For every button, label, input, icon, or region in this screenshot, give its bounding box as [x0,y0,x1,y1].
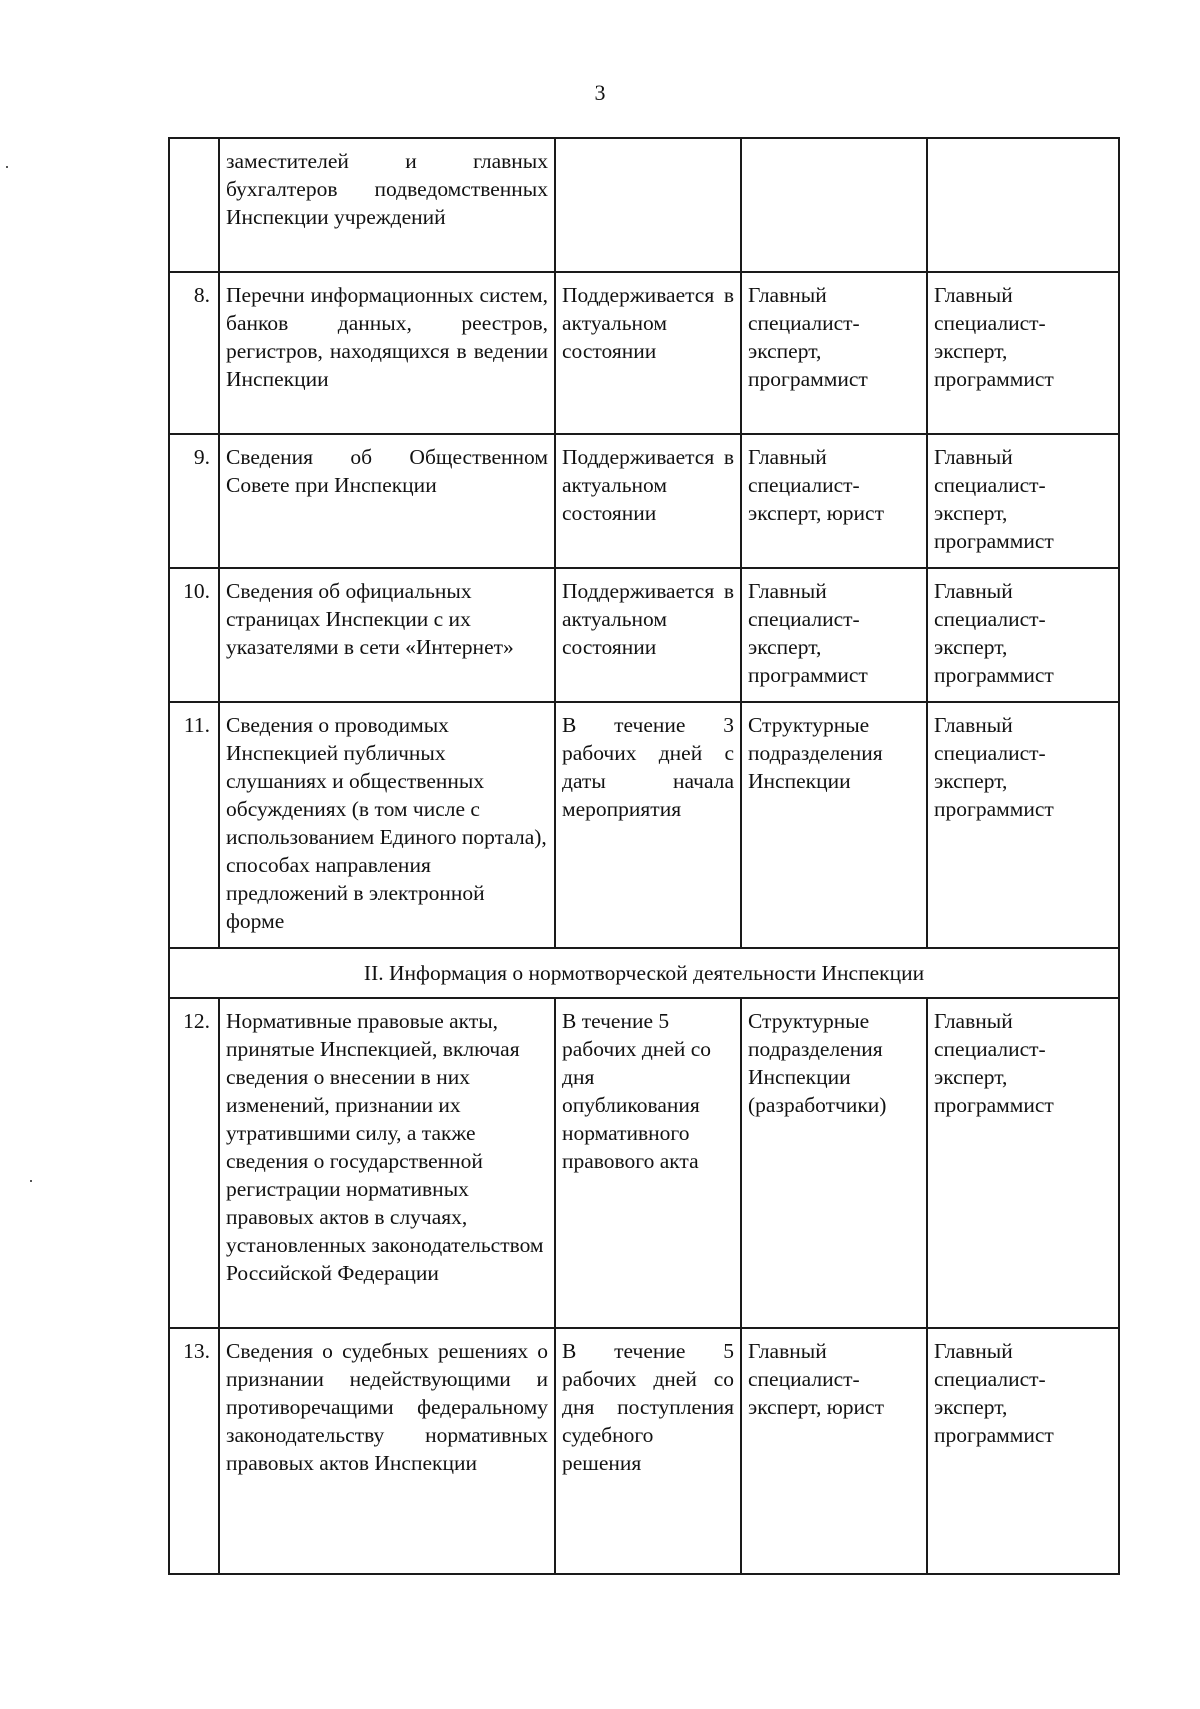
row-number: 10. [169,568,219,702]
control-cell: Главный специалист-эксперт, программист [927,272,1119,434]
info-name-cell: Сведения о проводимых Инспекцией публичных слушаниях и общественных обсуждениях (в том числе с использованием Единого портала), способах направления предложений в электронной форме [219,702,555,948]
term-cell: Поддерживается в актуальном состоянии [555,568,741,702]
responsible-cell: Главный специалист-эксперт, программист [741,272,927,434]
row-number: 9. [169,434,219,568]
term-cell: Поддерживается в актуальном состоянии [555,434,741,568]
info-name-cell: Сведения о судебных решениях о признании недействующими и противоречащими федеральному законодательству нормативных правовых актов Инспекции [219,1328,555,1574]
table-row [169,1328,1119,1574]
row-number: 11. [169,702,219,948]
table-row [169,272,1119,434]
responsible-cell: Структурные подразделения Инспекции (разработчики) [741,998,927,1328]
term-cell: Поддерживается в актуальном состоянии [555,272,741,434]
control-cell: Главный специалист-эксперт, программист [927,1328,1119,1574]
table-row [169,138,1119,272]
row-number [169,138,219,272]
responsible-cell [741,138,927,272]
scan-speck [6,166,8,168]
control-cell: Главный специалист-эксперт, программист [927,998,1119,1328]
row-number: 13. [169,1328,219,1574]
info-name-cell: Сведения об официальных страницах Инспекции с их указателями в сети «Интернет» [219,568,555,702]
term-cell [555,138,741,272]
control-cell [927,138,1119,272]
row-number: 12. [169,998,219,1328]
section-heading: II. Информация о нормотворческой деятельности Инспекции [169,948,1119,998]
row-number: 8. [169,272,219,434]
responsible-cell: Структурные подразделения Инспекции [741,702,927,948]
term-cell: В течение 5 рабочих дней со дня опубликования нормативного правового акта [555,998,741,1328]
information-table [168,137,1120,1575]
table-row [169,998,1119,1328]
control-cell: Главный специалист-эксперт, программист [927,702,1119,948]
responsible-cell: Главный специалист-эксперт, программист [741,568,927,702]
table-body [169,138,1119,1574]
table-row [169,702,1119,948]
info-name-cell: Перечни информационных систем, банков данных, реестров, регистров, находящихся в ведении Инспекции [219,272,555,434]
info-name-cell: Нормативные правовые акты, принятые Инспекцией, включая сведения о внесении в них изменений, признании их утратившими силу, а также сведения о государственной регистрации нормативных правовых актов в случаях, установленных законодательством Российской Федерации [219,998,555,1328]
section-row [169,948,1119,998]
responsible-cell: Главный специалист-эксперт, юрист [741,434,927,568]
info-name-cell: Сведения об Общественном Совете при Инспекции [219,434,555,568]
table-row [169,434,1119,568]
term-cell: В течение 3 рабочих дней с даты начала мероприятия [555,702,741,948]
control-cell: Главный специалист-эксперт, программист [927,568,1119,702]
page-number: 3 [594,80,606,105]
control-cell: Главный специалист-эксперт, программист [927,434,1119,568]
info-name-cell: заместителей и главных бухгалтеров подведомственных Инспекции учреждений [219,138,555,272]
responsible-cell: Главный специалист-эксперт, юрист [741,1328,927,1574]
term-cell: В течение 5 рабочих дней со дня поступления судебного решения [555,1328,741,1574]
scan-speck [30,1180,32,1182]
table-row [169,568,1119,702]
